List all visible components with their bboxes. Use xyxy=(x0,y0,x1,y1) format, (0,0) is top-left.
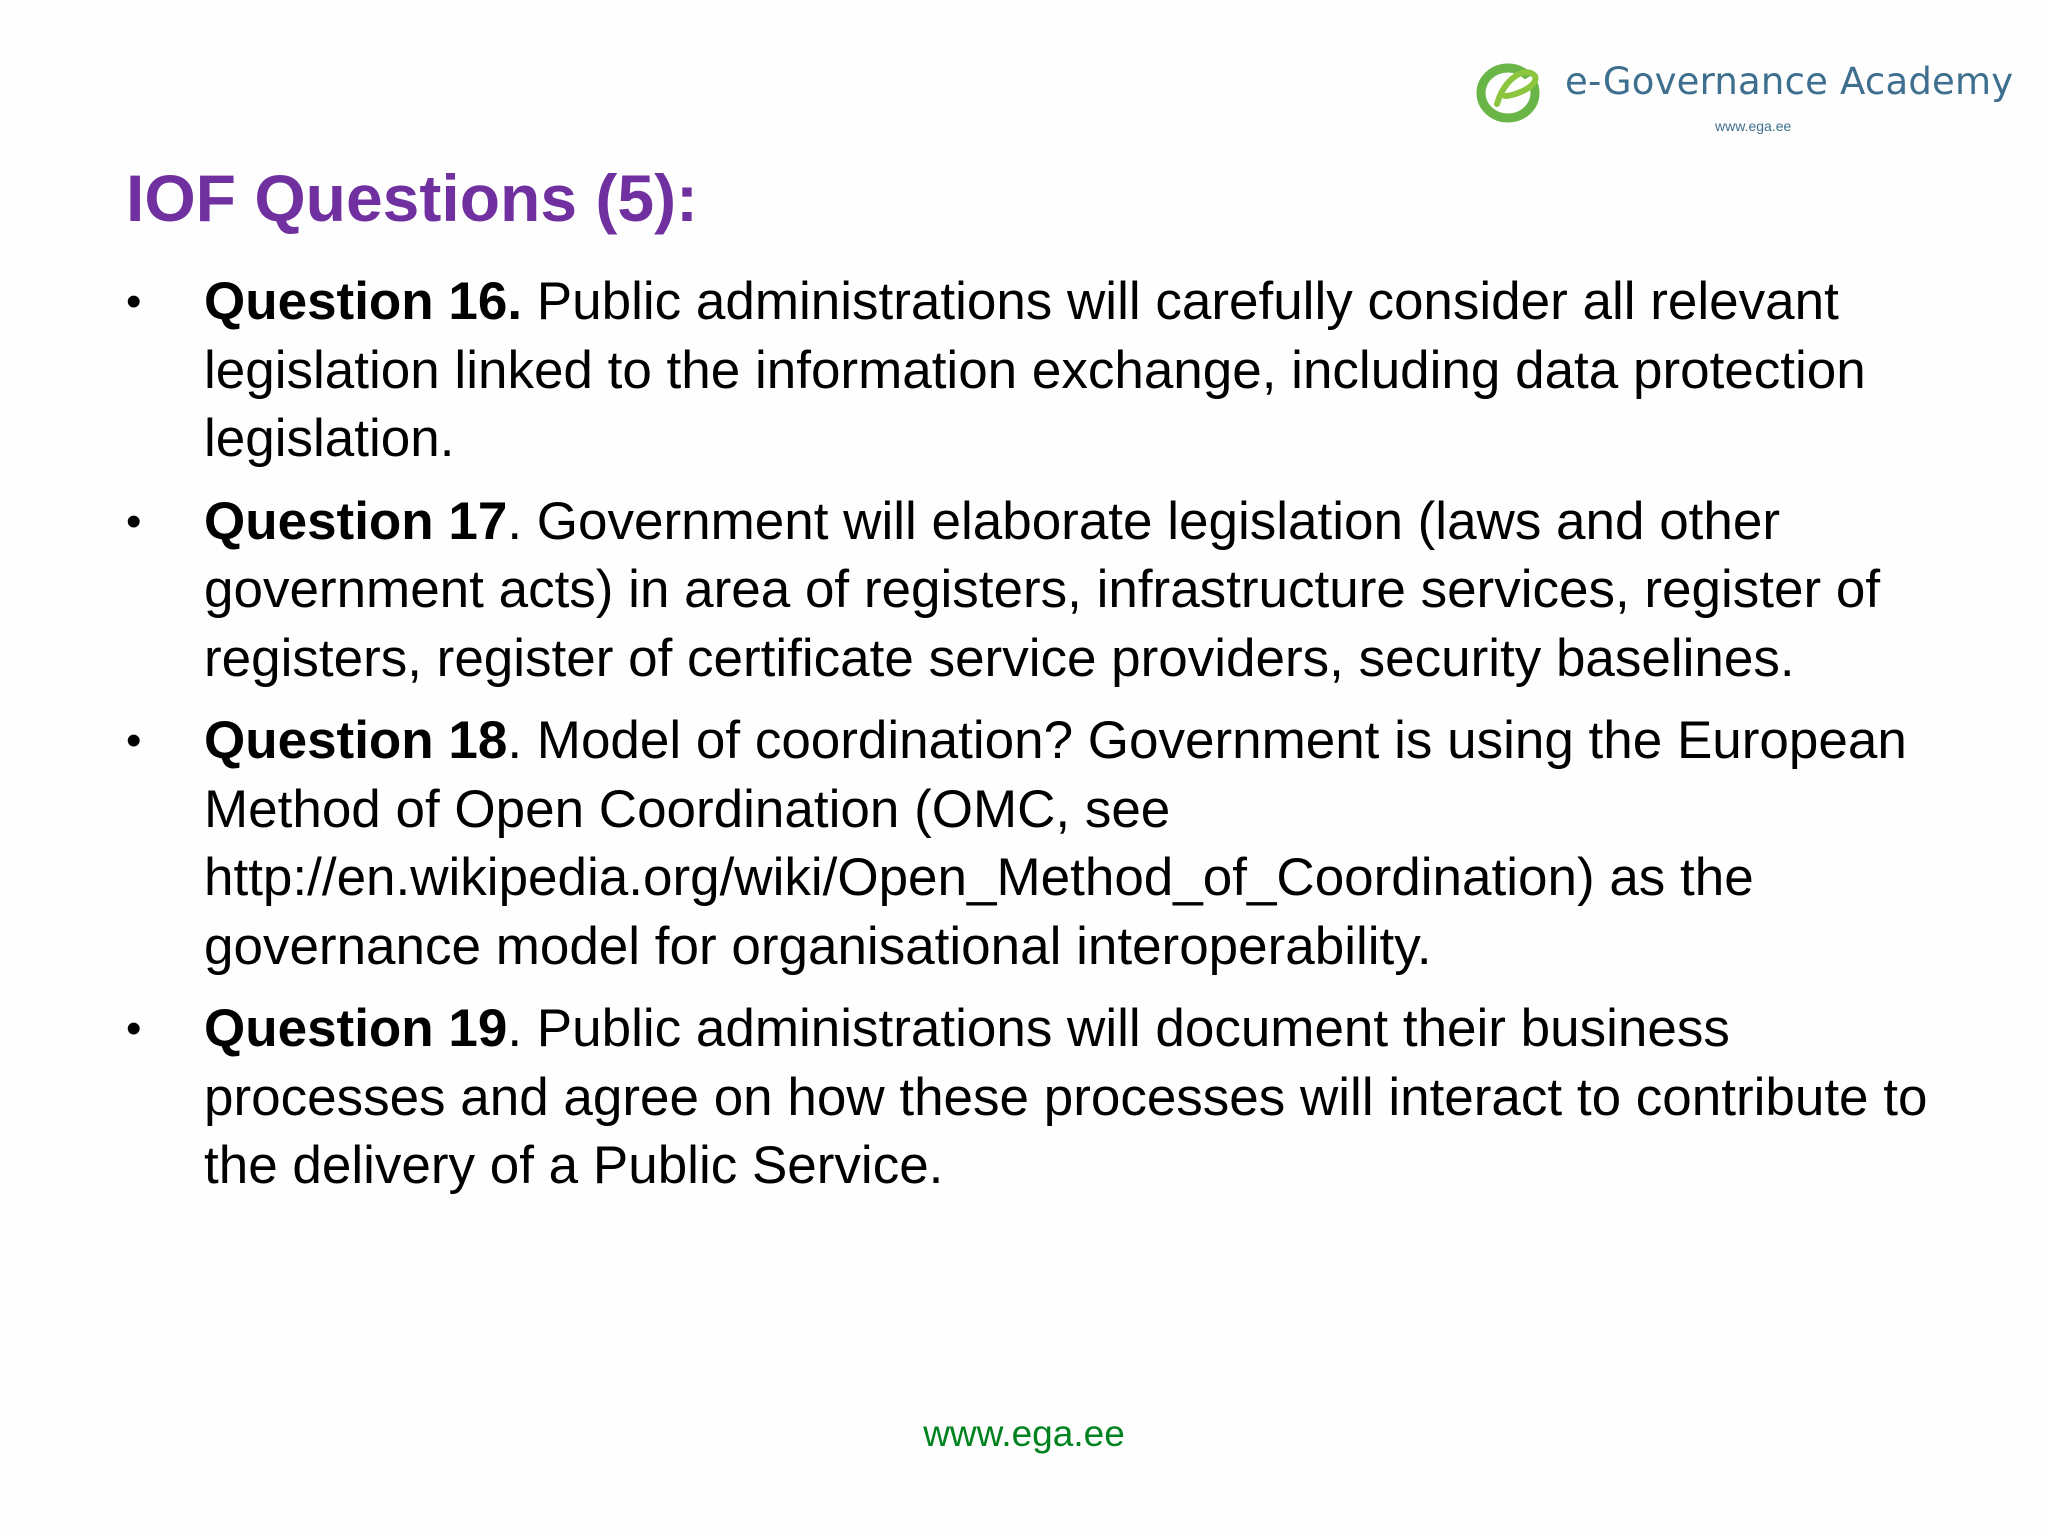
question-list xyxy=(126,268,1936,1215)
logo-url: www.ega.ee xyxy=(1715,118,1792,134)
question-text: . Model of coordination? Government is using the European Method of Open Coordination (OMC, see http://en.wikipedia.org/wiki/Open_Method_of_Coordination) as the governance model for organisational interoperability. xyxy=(204,711,1907,976)
bullet-icon: • xyxy=(126,277,142,326)
list-item-question-17 xyxy=(126,488,1936,694)
question-text: Public administrations will carefully consider all relevant legislation linked to the information exchange, including data protection legislation. xyxy=(204,272,1866,468)
question-label: Question 18 xyxy=(204,711,508,770)
slide-title: IOF Questions (5): xyxy=(126,161,699,235)
footer-url: www.ega.ee xyxy=(923,1413,1125,1454)
bullet-icon: • xyxy=(126,716,142,765)
question-text: . Public administrations will document their business processes and agree on how these processes will interact to contribute to the delivery of a Public Service. xyxy=(204,999,1928,1195)
question-label: Question 19 xyxy=(204,999,508,1058)
ega-logo xyxy=(1475,52,2014,142)
question-text: . Government will elaborate legislation (laws and other government acts) in area of registers, infrastructure services, register of registers, register of certificate service providers, security baselines. xyxy=(204,491,1881,688)
list-item-question-18 xyxy=(126,707,1936,981)
question-label: Question 17 xyxy=(204,491,508,551)
bullet-icon: • xyxy=(126,1004,142,1053)
list-item-question-19 xyxy=(126,995,1936,1201)
bullet-icon: • xyxy=(126,496,142,546)
ega-e-logo-icon xyxy=(1475,56,1545,126)
question-label: Question 16. xyxy=(204,272,523,331)
logo-name: e-Governance Academy xyxy=(1565,60,2014,103)
list-item-question-16 xyxy=(126,268,1936,474)
